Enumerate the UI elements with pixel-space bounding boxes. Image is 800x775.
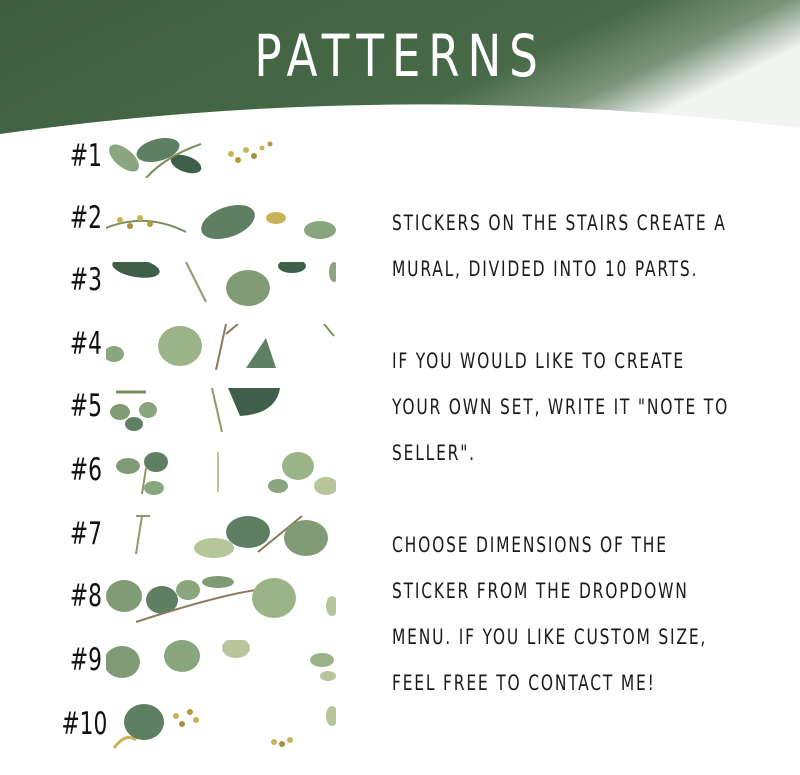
pattern-strip-image (106, 702, 336, 750)
description-paragraph-1 (392, 203, 792, 295)
pattern-label: #10 (61, 706, 108, 742)
pattern-strip-image (106, 324, 336, 372)
description-line: YOUR OWN SET, WRITE IT "NOTE TO (392, 395, 730, 419)
pattern-strip-image (106, 136, 286, 184)
description-line: SELLER". (392, 441, 476, 465)
pattern-strip-image (106, 262, 336, 310)
pattern-strip-image (106, 448, 336, 496)
description-line: STICKER FROM THE DROPDOWN (392, 579, 689, 603)
pattern-label: #2 (69, 200, 102, 236)
description-line: CHOOSE DIMENSIONS OF THE (392, 533, 668, 557)
description-line: FEEL FREE TO CONTACT ME! (392, 671, 656, 695)
pattern-label: #1 (69, 138, 102, 174)
pattern-strip-image (106, 640, 336, 688)
description-paragraph-3 (392, 525, 792, 709)
description-line: MENU. IF YOU LIKE CUSTOM SIZE, (392, 625, 708, 649)
pattern-strip-image (106, 512, 336, 560)
pattern-label: #5 (69, 388, 102, 424)
description-line: IF YOU WOULD LIKE TO CREATE (392, 349, 685, 373)
pattern-label: #8 (69, 578, 102, 614)
description-paragraph-2 (392, 341, 792, 479)
pattern-strip-image (106, 576, 336, 624)
page-title: PATTERNS (254, 22, 546, 90)
pattern-strip-image (106, 388, 336, 436)
pattern-label: #4 (69, 326, 102, 362)
pattern-strip-image (106, 198, 336, 246)
pattern-label: #7 (69, 516, 102, 552)
pattern-label: #9 (69, 642, 102, 678)
description-line: MURAL, DIVIDED INTO 10 PARTS. (392, 257, 699, 281)
pattern-label: #3 (69, 262, 102, 298)
description-line: STICKERS ON THE STAIRS CREATE A (392, 211, 727, 235)
pattern-label: #6 (69, 452, 102, 488)
description (392, 203, 792, 709)
